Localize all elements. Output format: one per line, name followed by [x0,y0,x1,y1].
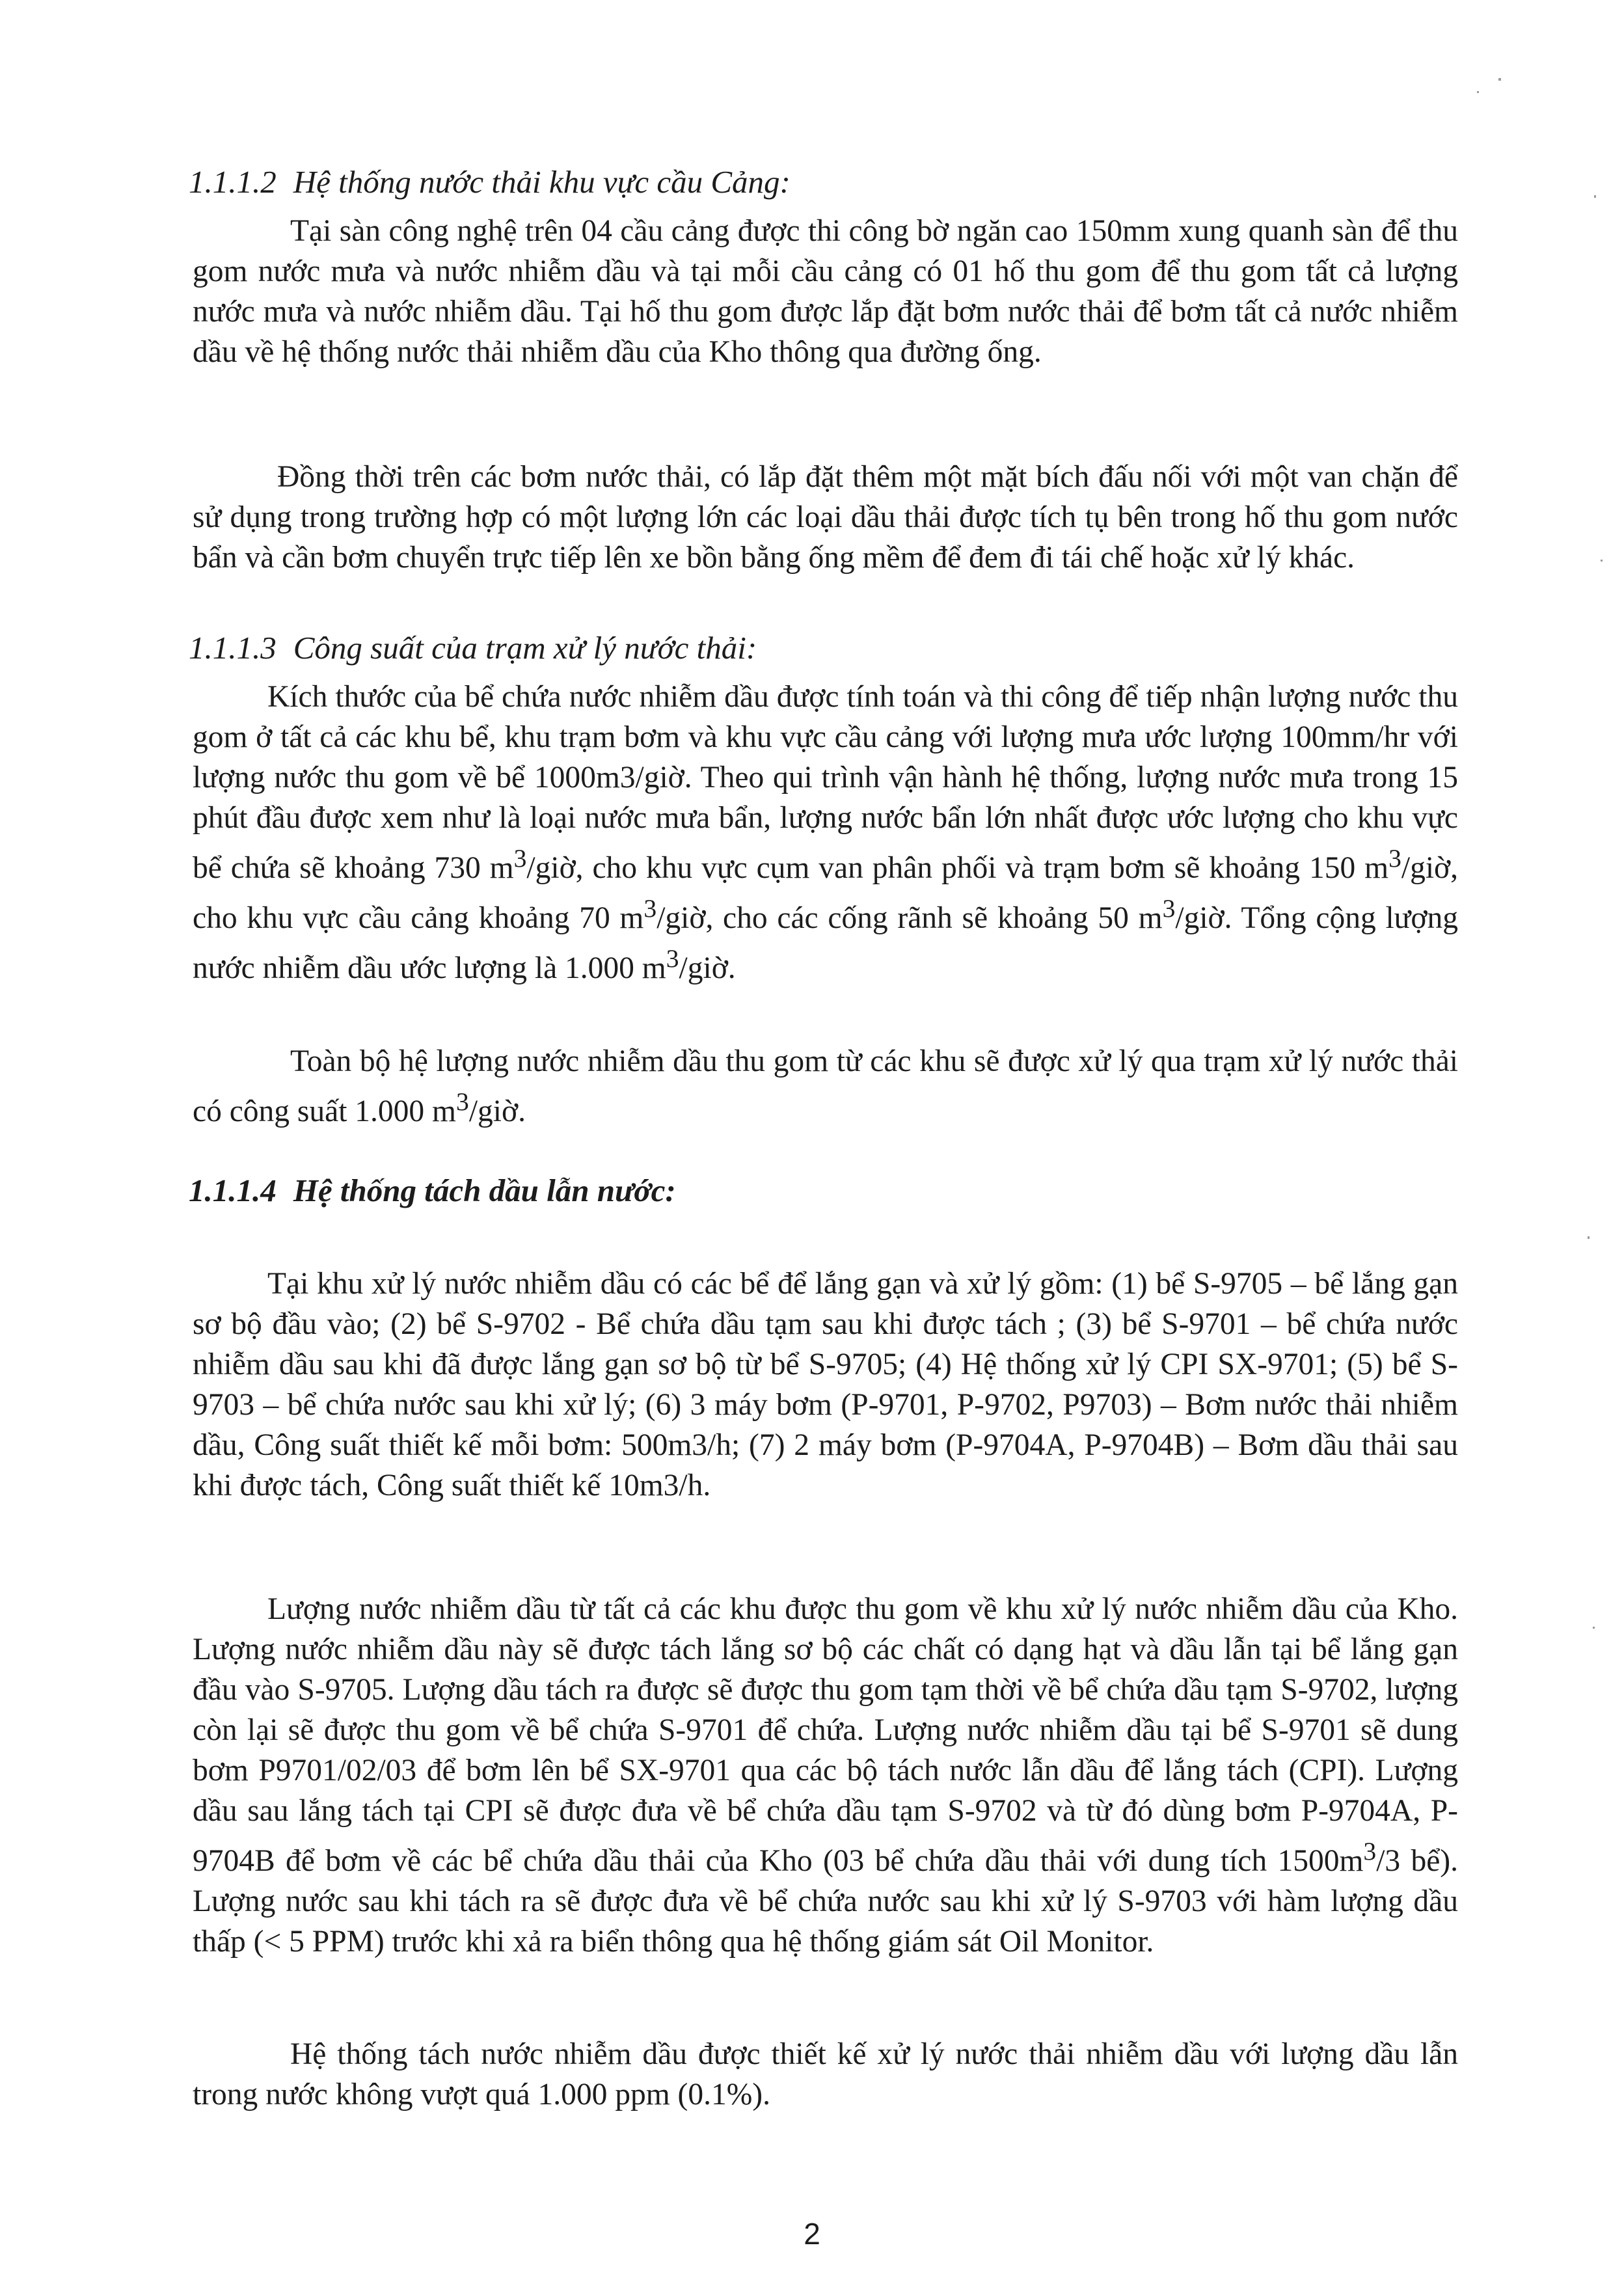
superscript: 3 [666,943,679,973]
text-segment: Lượng nước nhiễm dầu từ tất cả các khu được thu gom về khu xử lý nước nhiễm dầu của Kho. Lượng nước nhiễm dầu này sẽ được tách lắng sơ bộ các chất có dạng hạt và dầu lẫn tại bể lắng gạn đầu vào S-9705. Lượng dầu tách ra được sẽ được thu gom tạm thời về bể chứa dầu tạm S-9702, lượng còn lại sẽ được thu gom về bể chứa S-9701 để chứa. Lượng nước nhiễm dầu tại bể S-9701 sẽ dung bơm P9701/02/03 để bơm lên bể SX-9701 qua các bộ tách nước lẫn dầu để lắng tách (CPI). Lượng dầu sau lắng tách tại CPI sẽ được đưa về bể chứa dầu tạm S-9702 và từ đó dùng bơm P-9704A, P-9704B để bơm về các bể chứa dầu thải của Kho (03 bể chứa dầu thải với dung tích 1500m [193,1592,1458,1878]
scan-speck [1601,560,1603,562]
superscript: 3 [456,1087,469,1116]
text-segment: Toàn bộ hệ lượng nước nhiễm dầu thu gom từ các khu sẽ được xử lý qua trạm xử lý nước thải có công suất 1.000 m [193,1044,1458,1128]
superscript: 3 [1162,893,1176,923]
paragraph-separation-process [193,1589,1458,1962]
section-heading-1-1-1-2 [189,163,791,202]
section-title: Công suất của trạm xử lý nước thải: [293,630,757,666]
paragraph-design-limit: Hệ thống tách nước nhiễm dầu được thiết kế xử lý nước thải nhiễm dầu với lượng dầu lẫn trong nước không vượt quá 1.000 ppm (0.1%). [193,2037,1458,2111]
paragraph-wharf-wastewater: Tại sàn công nghệ trên 04 cầu cảng được thi công bờ ngăn cao 150mm xung quanh sàn để thu gom nước mưa và nước nhiễm dầu và tại mỗi cầu cảng có 01 hố thu gom để thu gom tất cả lượng nước mưa và nước nhiễm dầu. Tại hố thu gom được lắp đặt bơm nước thải để bơm tất cả nước nhiễm dầu về hệ thống nước thải nhiễm dầu của Kho thông qua đường ống. [193,214,1458,369]
superscript: 3 [1388,844,1401,873]
section-title: Hệ thống nước thải khu vực cầu Cảng: [293,164,791,200]
superscript: 3 [1363,1837,1377,1866]
scan-speck [1594,195,1596,198]
paragraph-treatment-capacity [193,677,1458,988]
text-segment: /giờ, cho các cống rãnh sẽ khoảng 50 m [656,901,1163,935]
section-number: 1.1.1.4 [189,1173,277,1208]
text-segment: /3 bể). Lượng nước sau khi tách ra sẽ được đưa về bể chứa nước sau khi xử lý S-9703 với hàm lượng dầu thấp (< 5 PPM) trước khi xả ra biển thông qua hệ thống giám sát Oil Monitor. [193,1843,1458,1959]
section-heading-1-1-1-4 [189,1171,676,1210]
section-title: Hệ thống tách dầu lẫn nước: [293,1173,676,1208]
text-segment: /giờ, cho khu vực cầu cảng khoảng 70 m [193,850,1459,935]
text-segment: /giờ, cho khu vực cụm van phân phối và trạm bơm sẽ khoảng 150 m [526,850,1389,885]
scan-speck [1593,1627,1595,1629]
page-number: 2 [804,2217,820,2251]
superscript: 3 [643,893,657,923]
section-heading-1-1-1-3 [189,629,757,668]
scan-speck [1588,1236,1590,1239]
paragraph-tank-list: Tại khu xử lý nước nhiễm dầu có các bể để lắng gạn và xử lý gồm: (1) bể S-9705 – bể lắng gạn sơ bộ đầu vào; (2) bể S-9702 - Bể chứa dầu tạm sau khi được tách ; (3) bể S-9701 – bể chứa nước nhiễm dầu sau khi đã được lắng gạn sơ bộ từ bể S-9705; (4) Hệ thống xử lý CPI SX-9701; (5) bể S-9703 – bể chứa nước sau khi xử lý; (6) 3 máy bơm (P-9701, P-9702, P9703) – Bơm nước thải nhiễm dầu, Công suất thiết kế mỗi bơm: 500m3/h; (7) 2 máy bơm (P-9704A, P-9704B) – Bơm dầu thải sau khi được tách, Công suất thiết kế 10m3/h. [193,1267,1458,1502]
section-number: 1.1.1.2 [189,164,277,200]
paragraph-pump-flange: Đồng thời trên các bơm nước thải, có lắp đặt thêm một mặt bích đấu nối với một van chặn để sử dụng trong trường hợp có một lượng lớn các loại dầu thải được tích tụ bên trong hố thu gom nước bẩn và cần bơm chuyển trực tiếp lên xe bồn bằng ống mềm để đem đi tái chế hoặc xử lý khác. [193,460,1458,575]
text-segment: /giờ. [679,951,736,985]
scan-speck [1498,78,1501,81]
section-number: 1.1.1.3 [189,630,277,666]
text-segment: /giờ. Tổng cộng lượng nước nhiễm dầu ước lượng là 1.000 m [193,901,1458,985]
paragraph-total-capacity [193,1041,1458,1132]
text-segment: /giờ. [468,1094,526,1128]
text-segment: Kích thước của bể chứa nước nhiễm dầu được tính toán và thi công để tiếp nhận lượng nước thu gom ở tất cả các khu bể, khu trạm bơm và khu vực cầu cảng với lượng mưa ước lượng 100mm/hr với lượng nước thu gom về bể 1000m3/giờ. Theo qui trình vận hành hệ thống, lượng nước mưa trong 15 phút đầu được xem như là loại nước mưa bẩn, lượng nước bẩn lớn nhất được ước lượng cho khu vực bể chứa sẽ khoảng 730 m [193,680,1458,885]
superscript: 3 [513,844,527,873]
scan-speck [1477,91,1479,93]
